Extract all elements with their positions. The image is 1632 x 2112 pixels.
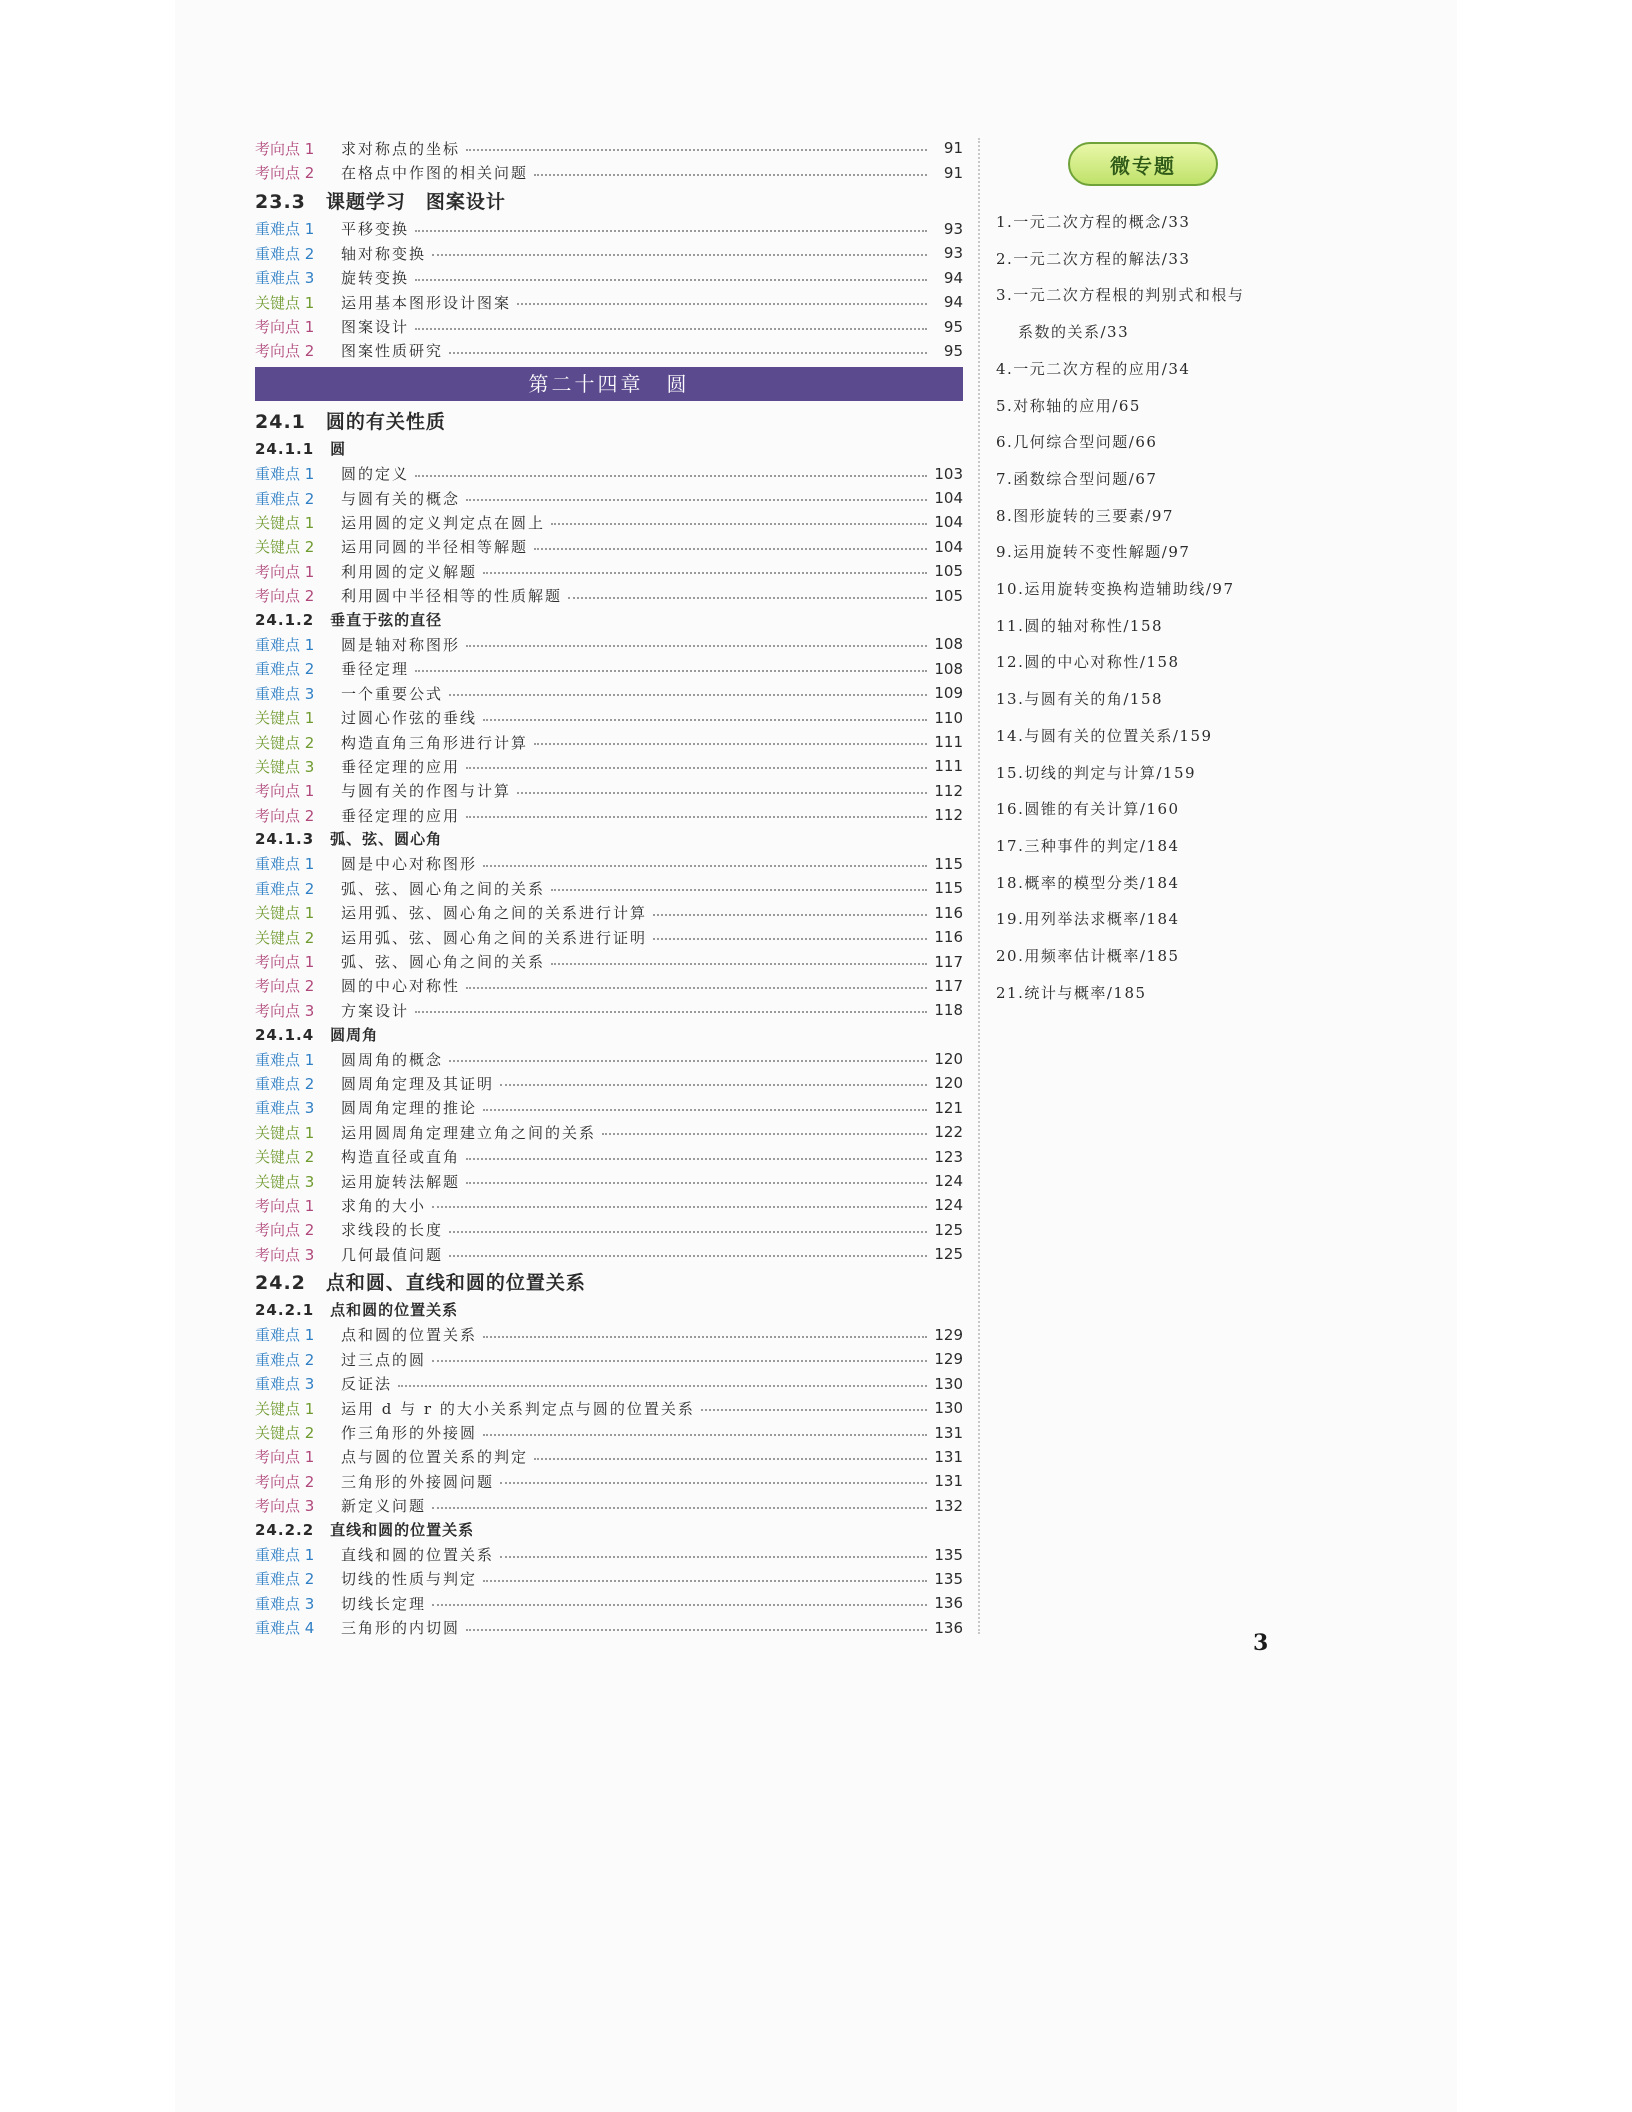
toc-entry-page-number: 105: [934, 562, 963, 581]
toc-entry-title: 垂径定理的应用: [341, 806, 461, 825]
toc-entry-title: 运用弧、弦、圆心角之间的关系进行证明: [341, 928, 648, 947]
dot-leader: [517, 792, 927, 794]
toc-entry-page-number: 105: [934, 586, 963, 605]
dot-leader: [483, 1580, 927, 1582]
toc-entry-tag: 考向点 1: [255, 318, 315, 337]
dot-leader: [415, 230, 927, 232]
toc-entry-page-number: 95: [943, 341, 963, 360]
micro-topic-item[interactable]: 13.与圆有关的角/158: [996, 690, 1164, 709]
toc-entry[interactable]: [255, 754, 963, 778]
toc-entry[interactable]: [255, 1494, 963, 1518]
toc-entry-tag: 关键点 1: [255, 1123, 315, 1142]
toc-entry-tag: 考向点 3: [255, 1001, 315, 1020]
toc-entry-tag: 考向点 1: [255, 953, 315, 972]
toc-entry[interactable]: [255, 339, 963, 363]
micro-topic-item[interactable]: 4.一元二次方程的应用/34: [996, 359, 1191, 378]
toc-entry[interactable]: [255, 241, 963, 265]
micro-topics-list: [996, 204, 1336, 1011]
toc-entry-page-number: 104: [934, 513, 963, 532]
toc-entry[interactable]: [255, 1567, 963, 1591]
micro-topic-item[interactable]: 8.图形旋转的三要素/97: [996, 506, 1174, 525]
toc-entry[interactable]: [255, 681, 963, 705]
dot-leader: [517, 303, 927, 305]
dot-leader: [466, 149, 927, 151]
dot-leader: [466, 987, 927, 989]
toc-entry-tag: 重难点 3: [255, 1594, 315, 1613]
toc-entry[interactable]: [255, 1396, 963, 1420]
page-number: 3: [1253, 1630, 1269, 1656]
micro-topic-item[interactable]: 14.与圆有关的位置关系/159: [996, 726, 1213, 745]
toc-entry[interactable]: [255, 1615, 963, 1639]
micro-topic-item[interactable]: 15.切线的判定与计算/159: [996, 763, 1197, 782]
toc-entry[interactable]: [255, 1144, 963, 1168]
toc-entry-title: 圆是中心对称图形: [341, 855, 478, 874]
toc-entry-title: 弧、弦、圆心角之间的关系: [341, 879, 546, 898]
dot-leader: [449, 694, 927, 696]
toc-entry-tag: 重难点 1: [255, 1546, 315, 1564]
toc-entry[interactable]: [255, 510, 963, 534]
toc-entry-page-number: 131: [934, 1423, 963, 1442]
toc-entry-page-number: 129: [934, 1325, 963, 1344]
toc-entry-page-number: 136: [934, 1618, 963, 1637]
toc-entry-page-number: 131: [934, 1447, 963, 1466]
toc-entry-tag: 重难点 2: [255, 879, 315, 898]
toc-entry-tag: 重难点 1: [255, 1326, 315, 1345]
toc-entry-page-number: 112: [934, 806, 963, 825]
toc-entry-title: 作三角形的外接圆: [341, 1424, 478, 1443]
toc-entry-page-number: 117: [934, 952, 963, 971]
micro-topic-item[interactable]: 1.一元二次方程的概念/33: [996, 213, 1191, 231]
toc-entry-tag: 关键点 1: [255, 293, 315, 312]
toc-entry-tag: 关键点 2: [255, 928, 315, 947]
toc-entry[interactable]: [255, 632, 963, 656]
toc-entry-title: 利用圆中半径相等的性质解题: [341, 587, 563, 606]
toc-entry[interactable]: [255, 876, 963, 900]
toc-entry-tag: 重难点 3: [255, 684, 315, 703]
toc-entry-tag: 考向点 2: [255, 806, 315, 825]
toc-entry[interactable]: [255, 1193, 963, 1217]
dot-leader: [415, 670, 927, 672]
toc-block-8: [255, 1542, 963, 1640]
toc-entry-page-number: 124: [934, 1196, 963, 1215]
toc-entry-tag: 关键点 3: [255, 1172, 315, 1191]
toc-entry-page-number: 103: [934, 464, 963, 483]
toc-entry-title: 利用圆的定义解题: [341, 562, 478, 581]
toc-entry-page-number: 94: [943, 293, 963, 312]
toc-entry-title: 运用基本图形设计图案: [341, 293, 512, 312]
toc-entry[interactable]: [255, 217, 963, 241]
toc-entry-page-number: 124: [934, 1172, 963, 1191]
toc-entry-page-number: 91: [943, 163, 963, 182]
dot-leader: [432, 1604, 927, 1606]
toc-entry[interactable]: [255, 730, 963, 754]
toc-entry-tag: 考向点 2: [255, 587, 315, 606]
toc-entry-tag: 重难点 1: [255, 1050, 315, 1069]
dot-leader: [398, 1385, 927, 1387]
section-heading-24-1[interactable]: 24.1 圆的有关性质: [255, 411, 446, 434]
micro-topic-item[interactable]: 3.一元二次方程根的判别式和根与: [996, 286, 1245, 305]
dot-leader: [534, 1458, 927, 1460]
toc-entry[interactable]: [255, 1591, 963, 1615]
toc-block-2: [255, 217, 963, 363]
subsection-heading-24-2-1[interactable]: 24.2.1 点和圆的位置关系: [255, 1301, 459, 1320]
toc-entry-title: 求对称点的坐标: [341, 139, 461, 158]
toc-entry-tag: 关键点 2: [255, 538, 315, 557]
dot-leader: [483, 1336, 927, 1338]
toc-entry-tag: 重难点 3: [255, 1099, 315, 1118]
toc-entry-tag: 考向点 2: [255, 1221, 315, 1240]
toc-entry-tag: 重难点 4: [255, 1619, 315, 1638]
toc-entry-tag: 关键点 1: [255, 513, 315, 532]
dot-leader: [466, 767, 927, 769]
micro-topic-item[interactable]: 系数的关系/33: [1018, 323, 1130, 342]
toc-entry-page-number: 116: [934, 903, 963, 922]
toc-entry-title: 图案性质研究: [341, 342, 444, 361]
toc-entry-page-number: 117: [934, 976, 963, 995]
toc-entry-title: 运用圆周角定理建立角之间的关系: [341, 1123, 597, 1142]
toc-entry-page-number: 135: [934, 1569, 963, 1588]
toc-entry[interactable]: [255, 1420, 963, 1444]
toc-entry-title: 垂径定理: [341, 660, 410, 679]
micro-topic-item[interactable]: 17.三种事件的判定/184: [996, 836, 1180, 855]
micro-topic-item[interactable]: 7.函数综合型问题/67: [996, 469, 1158, 488]
dot-leader: [500, 1556, 927, 1558]
toc-entry-page-number: 120: [934, 1074, 963, 1093]
dot-leader: [432, 254, 927, 256]
toc-entry-page-number: 120: [934, 1050, 963, 1069]
micro-topic-item[interactable]: 12.圆的中心对称性/158: [996, 653, 1180, 672]
toc-entry-title: 反证法: [341, 1375, 393, 1394]
toc-entry-tag: 考向点 2: [255, 342, 315, 361]
toc-entry-tag: 关键点 1: [255, 904, 315, 923]
toc-entry-page-number: 95: [943, 317, 963, 336]
toc-entry[interactable]: [255, 136, 963, 160]
toc-entry[interactable]: [255, 974, 963, 998]
toc-entry-page-number: 93: [943, 244, 963, 263]
toc-entry-page-number: 123: [934, 1147, 963, 1166]
toc-entry[interactable]: [255, 1445, 963, 1469]
toc-entry-tag: 重难点 2: [255, 489, 315, 508]
chapter-banner[interactable]: 第二十四章 圆: [255, 367, 963, 401]
toc-entry[interactable]: [255, 583, 963, 607]
dot-leader: [653, 914, 927, 916]
toc-entry-title: 运用同圆的半径相等解题: [341, 538, 529, 557]
micro-topic-item[interactable]: 20.用频率估计概率/185: [996, 947, 1180, 966]
toc-entry[interactable]: [255, 535, 963, 559]
toc-entry[interactable]: [255, 1542, 963, 1566]
dot-leader: [483, 865, 927, 867]
toc-entry-title: 切线长定理: [341, 1594, 427, 1613]
toc-entry-title: 圆的中心对称性: [341, 977, 461, 996]
toc-entry-page-number: 111: [934, 757, 963, 776]
micro-topics-column: [996, 136, 1336, 1011]
toc-entry-tag: 重难点 1: [255, 465, 315, 484]
toc-entry-title: 圆周角定理及其证明: [341, 1074, 495, 1093]
toc-entry-title: 圆的定义: [341, 465, 410, 484]
toc-entry-page-number: 125: [934, 1245, 963, 1264]
dot-leader: [483, 1109, 927, 1111]
toc-entry-page-number: 115: [934, 854, 963, 873]
toc-entry-title: 新定义问题: [341, 1497, 427, 1516]
toc-entry-tag: 考向点 2: [255, 1472, 315, 1491]
toc-entry[interactable]: [255, 1096, 963, 1120]
toc-block-3: [255, 462, 963, 608]
toc-entry-title: 弧、弦、圆心角之间的关系: [341, 953, 546, 972]
toc-entry-tag: 重难点 3: [255, 269, 315, 288]
toc-entry[interactable]: [255, 949, 963, 973]
toc-entry-title: 方案设计: [341, 1001, 410, 1020]
dot-leader: [415, 328, 927, 330]
toc-entry-title: 运用圆的定义判定点在圆上: [341, 513, 546, 532]
toc-entry-title: 过圆心作弦的垂线: [341, 709, 478, 728]
dot-leader: [466, 816, 927, 818]
toc-entry-title: 几何最值问题: [341, 1245, 444, 1264]
toc-entry-tag: 考向点 3: [255, 1497, 315, 1516]
toc-block-4: [255, 632, 963, 827]
dot-leader: [653, 938, 927, 940]
toc-entry-tag: 重难点 2: [255, 660, 315, 679]
toc-entry-tag: 考向点 1: [255, 1196, 315, 1215]
subsection-heading-24-2-2[interactable]: 24.2.2 直线和圆的位置关系: [255, 1520, 475, 1539]
toc-entry[interactable]: [255, 705, 963, 729]
toc-entry-tag: 考向点 2: [255, 977, 315, 996]
toc-entry[interactable]: [255, 1218, 963, 1242]
dot-leader: [466, 1158, 927, 1160]
toc-entry-tag: 关键点 3: [255, 757, 315, 776]
toc-entry-tag: 重难点 2: [255, 1074, 315, 1093]
dot-leader: [466, 499, 927, 501]
toc-entry-title: 三角形的内切圆: [341, 1619, 461, 1638]
toc-entry[interactable]: [255, 1372, 963, 1396]
toc-entry[interactable]: [255, 1242, 963, 1266]
toc-entry[interactable]: [255, 1047, 963, 1071]
toc-entry-page-number: 118: [934, 1001, 963, 1020]
toc-entry[interactable]: [255, 779, 963, 803]
toc-block-1: [255, 136, 963, 185]
toc-entry[interactable]: [255, 290, 963, 314]
toc-entry[interactable]: [255, 925, 963, 949]
toc-entry-title: 三角形的外接圆问题: [341, 1472, 495, 1491]
dot-leader: [466, 645, 927, 647]
toc-entry-title: 在格点中作图的相关问题: [341, 164, 529, 183]
dot-leader: [415, 1011, 927, 1013]
toc-entry-title: 圆周角的概念: [341, 1050, 444, 1069]
toc-entry-page-number: 93: [943, 219, 963, 238]
dot-leader: [432, 1206, 927, 1208]
toc-entry-title: 构造直径或直角: [341, 1148, 461, 1167]
toc-entry-page-number: 108: [934, 635, 963, 654]
dot-leader: [602, 1133, 927, 1135]
toc-entry-title: 与圆有关的作图与计算: [341, 782, 512, 801]
toc-entry-tag: 重难点 1: [255, 855, 315, 874]
toc-entry-title: 点和圆的位置关系: [341, 1326, 478, 1345]
micro-topic-item[interactable]: 18.概率的模型分类/184: [996, 873, 1180, 892]
toc-entry-title: 直线和圆的位置关系: [341, 1546, 495, 1564]
toc-entry-page-number: 135: [934, 1545, 963, 1564]
toc-entry-page-number: 104: [934, 537, 963, 556]
dot-leader: [534, 174, 927, 176]
toc-entry[interactable]: [255, 657, 963, 681]
dot-leader: [500, 1084, 927, 1086]
dot-leader: [551, 889, 927, 891]
toc-entry-page-number: 129: [934, 1350, 963, 1369]
toc-entry-title: 圆是轴对称图形: [341, 635, 461, 654]
toc-entry-tag: 重难点 2: [255, 244, 315, 263]
section-heading-24-2[interactable]: 24.2 点和圆、直线和圆的位置关系: [255, 1272, 586, 1295]
toc-entry-tag: 关键点 2: [255, 733, 315, 752]
toc-entry-title: 切线的性质与判定: [341, 1570, 478, 1589]
dot-leader: [534, 548, 927, 550]
dot-leader: [449, 1060, 927, 1062]
subsection-heading-24-1-4[interactable]: 24.1.4 圆周角: [255, 1025, 379, 1044]
dot-leader: [483, 719, 927, 721]
toc-entry[interactable]: [255, 1169, 963, 1193]
dot-leader: [466, 1182, 927, 1184]
toc-entry-page-number: 131: [934, 1472, 963, 1491]
toc-entry-tag: 考向点 1: [255, 1448, 315, 1467]
dot-leader: [568, 597, 927, 599]
micro-topic-item[interactable]: 2.一元二次方程的解法/33: [996, 249, 1191, 268]
toc-entry[interactable]: [255, 160, 963, 184]
toc-entry-tag: 重难点 1: [255, 220, 315, 239]
micro-topic-item[interactable]: 11.圆的轴对称性/158: [996, 616, 1164, 635]
toc-entry-page-number: 109: [934, 684, 963, 703]
dot-leader: [415, 279, 927, 281]
toc-entry-title: 运用旋转法解题: [341, 1172, 461, 1191]
toc-entry-tag: 考向点 1: [255, 782, 315, 801]
toc-entry-page-number: 111: [934, 733, 963, 751]
toc-entry-title: 运用 d 与 r 的大小关系判定点与圆的位置关系: [341, 1399, 695, 1418]
toc-entry-page-number: 104: [934, 489, 963, 508]
toc-entry[interactable]: [255, 559, 963, 583]
toc-entry-title: 求线段的长度: [341, 1221, 444, 1240]
micro-topic-item[interactable]: 9.运用旋转不变性解题/97: [996, 543, 1191, 562]
toc-entry-title: 点与圆的位置关系的判定: [341, 1448, 529, 1467]
toc-entry-page-number: 130: [934, 1374, 963, 1393]
toc-entry[interactable]: [255, 1120, 963, 1144]
dot-leader: [701, 1409, 927, 1411]
toc-entry-page-number: 112: [934, 781, 963, 800]
toc-entry[interactable]: [255, 998, 963, 1022]
micro-topic-item[interactable]: 19.用列举法求概率/184: [996, 910, 1180, 929]
toc-block-6: [255, 1047, 963, 1267]
toc-entry[interactable]: [255, 462, 963, 486]
toc-entry-page-number: 132: [934, 1496, 963, 1515]
toc-entry-page-number: 130: [934, 1399, 963, 1418]
toc-block-5: [255, 852, 963, 1023]
dot-leader: [551, 523, 927, 525]
micro-topic-item[interactable]: 21.统计与概率/185: [996, 983, 1147, 1002]
micro-topic-item[interactable]: 16.圆锥的有关计算/160: [996, 800, 1180, 819]
toc-entry-tag: 考向点 2: [255, 164, 315, 183]
toc-entry-page-number: 136: [934, 1594, 963, 1613]
toc-entry-page-number: 122: [934, 1123, 963, 1142]
toc-entry-page-number: 125: [934, 1220, 963, 1239]
dot-leader: [449, 1255, 927, 1257]
toc-block-7: [255, 1323, 963, 1518]
micro-topic-item[interactable]: 5.对称轴的应用/65: [996, 396, 1141, 415]
micro-topics-badge: 微专题: [1068, 142, 1218, 186]
toc-entry-page-number: 94: [943, 268, 963, 287]
dot-leader: [432, 1507, 927, 1509]
dot-leader: [483, 572, 927, 574]
section-heading-23-3[interactable]: 23.3 课题学习 图案设计: [255, 190, 506, 213]
dot-leader: [483, 1434, 927, 1436]
toc-entry-page-number: 116: [934, 928, 963, 947]
dot-leader: [449, 1231, 927, 1233]
toc-entry[interactable]: [255, 486, 963, 510]
toc-entry-title: 构造直角三角形进行计算: [341, 733, 529, 752]
toc-entry-page-number: 110: [934, 708, 963, 727]
toc-entry[interactable]: [255, 1469, 963, 1493]
toc-entry-title: 轴对称变换: [341, 244, 427, 263]
toc-entry[interactable]: [255, 1323, 963, 1347]
toc-entry-title: 旋转变换: [341, 269, 410, 288]
dot-leader: [466, 1629, 927, 1631]
dot-leader: [415, 475, 927, 477]
dot-leader: [449, 352, 927, 354]
toc-entry-tag: 重难点 2: [255, 1570, 315, 1589]
dot-leader: [551, 963, 927, 965]
toc-entry[interactable]: [255, 1071, 963, 1095]
toc-entry-page-number: 91: [943, 139, 963, 158]
toc-entry-tag: 关键点 2: [255, 1424, 315, 1443]
micro-topic-item[interactable]: 10.运用旋转变换构造辅助线/97: [996, 580, 1235, 599]
toc-entry-tag: 考向点 1: [255, 139, 315, 158]
toc-entry-page-number: 121: [934, 1098, 963, 1117]
toc-entry[interactable]: [255, 314, 963, 338]
toc-entry-tag: 关键点 1: [255, 1399, 315, 1418]
column-divider: [978, 138, 980, 1634]
toc-entry-title: 图案设计: [341, 318, 410, 337]
toc-entry-title: 求角的大小: [341, 1196, 427, 1215]
toc-entry-page-number: 115: [934, 879, 963, 898]
toc-entry[interactable]: [255, 266, 963, 290]
toc-entry-tag: 考向点 3: [255, 1245, 315, 1264]
toc-entry-title: 平移变换: [341, 220, 410, 239]
toc-entry-tag: 考向点 1: [255, 562, 315, 581]
subsection-heading-24-1-2[interactable]: 24.1.2 垂直于弦的直径: [255, 610, 443, 629]
toc-entry-tag: 重难点 2: [255, 1350, 315, 1369]
toc-entry-title: 过三点的圆: [341, 1350, 427, 1369]
subsection-heading-24-1-3[interactable]: 24.1.3 弧、弦、圆心角: [255, 830, 443, 849]
toc-entry-tag: 关键点 2: [255, 1148, 315, 1167]
toc-entry-title: 一个重要公式: [341, 684, 444, 703]
toc-entry[interactable]: [255, 852, 963, 876]
toc-entry-title: 圆周角定理的推论: [341, 1099, 478, 1118]
toc-entry[interactable]: [255, 901, 963, 925]
subsection-heading-24-1-1[interactable]: 24.1.1 圆: [255, 440, 347, 459]
toc-entry[interactable]: [255, 803, 963, 827]
toc-entry-title: 与圆有关的概念: [341, 489, 461, 508]
toc-entry-title: 垂径定理的应用: [341, 757, 461, 776]
dot-leader: [500, 1482, 927, 1484]
toc-entry-tag: 关键点 1: [255, 709, 315, 728]
dot-leader: [534, 743, 927, 745]
toc-entry-tag: 重难点 3: [255, 1375, 315, 1394]
toc-entry-page-number: 108: [934, 659, 963, 678]
dot-leader: [432, 1360, 927, 1362]
toc-entry[interactable]: [255, 1347, 963, 1371]
toc-left-column: [255, 136, 963, 1640]
micro-topic-item[interactable]: 6.几何综合型问题/66: [996, 433, 1158, 452]
toc-entry-title: 运用弧、弦、圆心角之间的关系进行计算: [341, 904, 648, 923]
toc-entry-tag: 重难点 1: [255, 635, 315, 654]
